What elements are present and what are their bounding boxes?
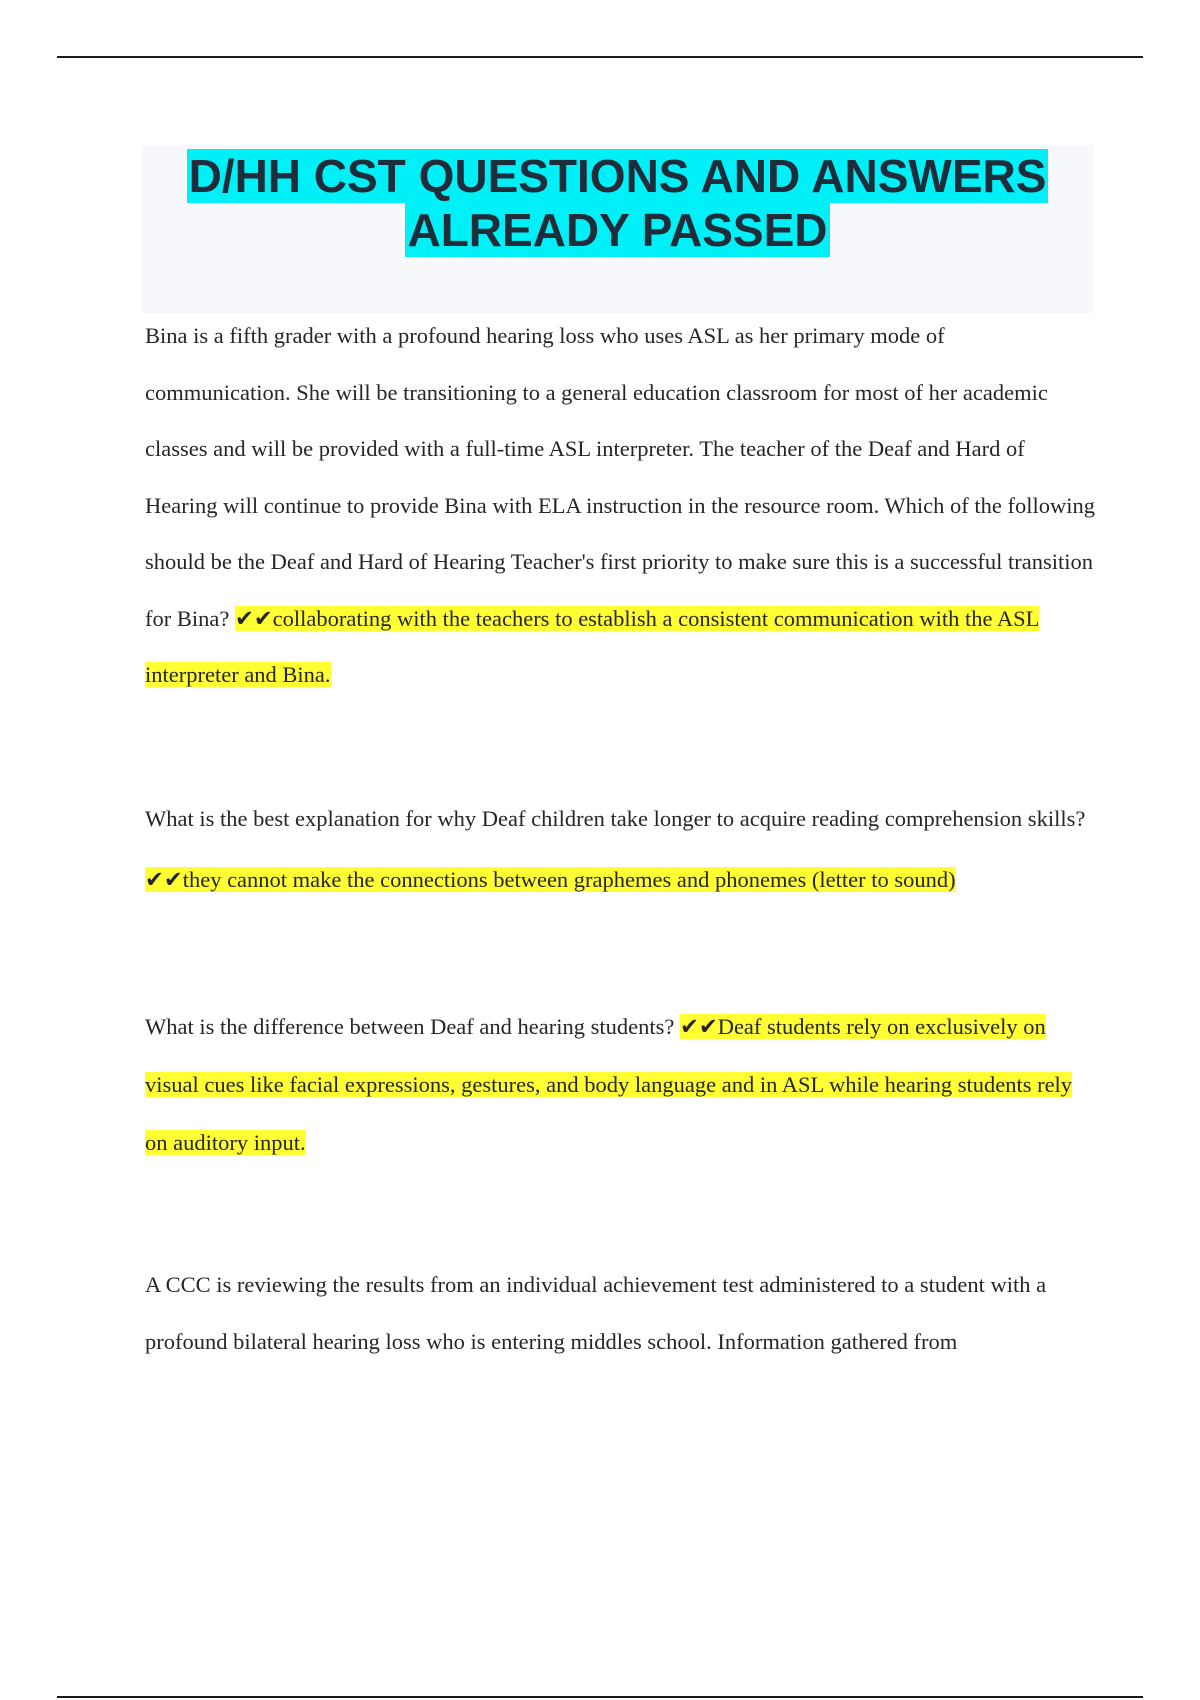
header-rule	[57, 56, 1143, 58]
qa-item-4	[145, 1256, 1095, 1370]
document-title-line-1: D/HH CST QUESTIONS AND ANSWERS	[188, 150, 1047, 202]
footer-rule	[57, 1696, 1143, 1698]
qa-item-2	[145, 788, 1095, 910]
question-text: What is the difference between Deaf and hearing students?	[145, 1014, 680, 1039]
qa-item-3	[145, 998, 1095, 1172]
question-text: Bina is a fifth grader with a profound hearing loss who uses ASL as her primary mode of communication. She will be transitioning to a general education classroom for most of her academic classes and will be provided with a full-time ASL interpreter. The teacher of the Deaf and Hard of Hearing will continue to provide Bina with ELA instruction in the resource room. Which of the following should be the Deaf and Hard of Hearing Teacher's first priority to make sure this is a successful transition for Bina?	[145, 323, 1096, 631]
qa-item-1	[145, 308, 1095, 704]
answer-highlight: ✔✔collaborating with the teachers to establish a consistent communication with the ASL interpreter and Bina.	[145, 605, 1040, 687]
title-block	[142, 145, 1093, 313]
question-text: What is the best explanation for why Deaf children take longer to acquire reading comprehension skills?	[145, 806, 1086, 831]
question-text: A CCC is reviewing the results from an individual achievement test administered to a student with a profound bilateral hearing loss who is entering middles school. Information gathered from	[145, 1272, 1047, 1354]
answer-highlight: ✔✔they cannot make the connections between graphemes and phonemes (letter to sound)	[145, 867, 956, 892]
answer-highlight: ✔✔Deaf students rely on exclusively on visual cues like facial expressions, gestures, and body language and in ASL while hearing students rely on auditory input.	[145, 1014, 1073, 1155]
document-title-line-2: ALREADY PASSED	[407, 204, 828, 256]
